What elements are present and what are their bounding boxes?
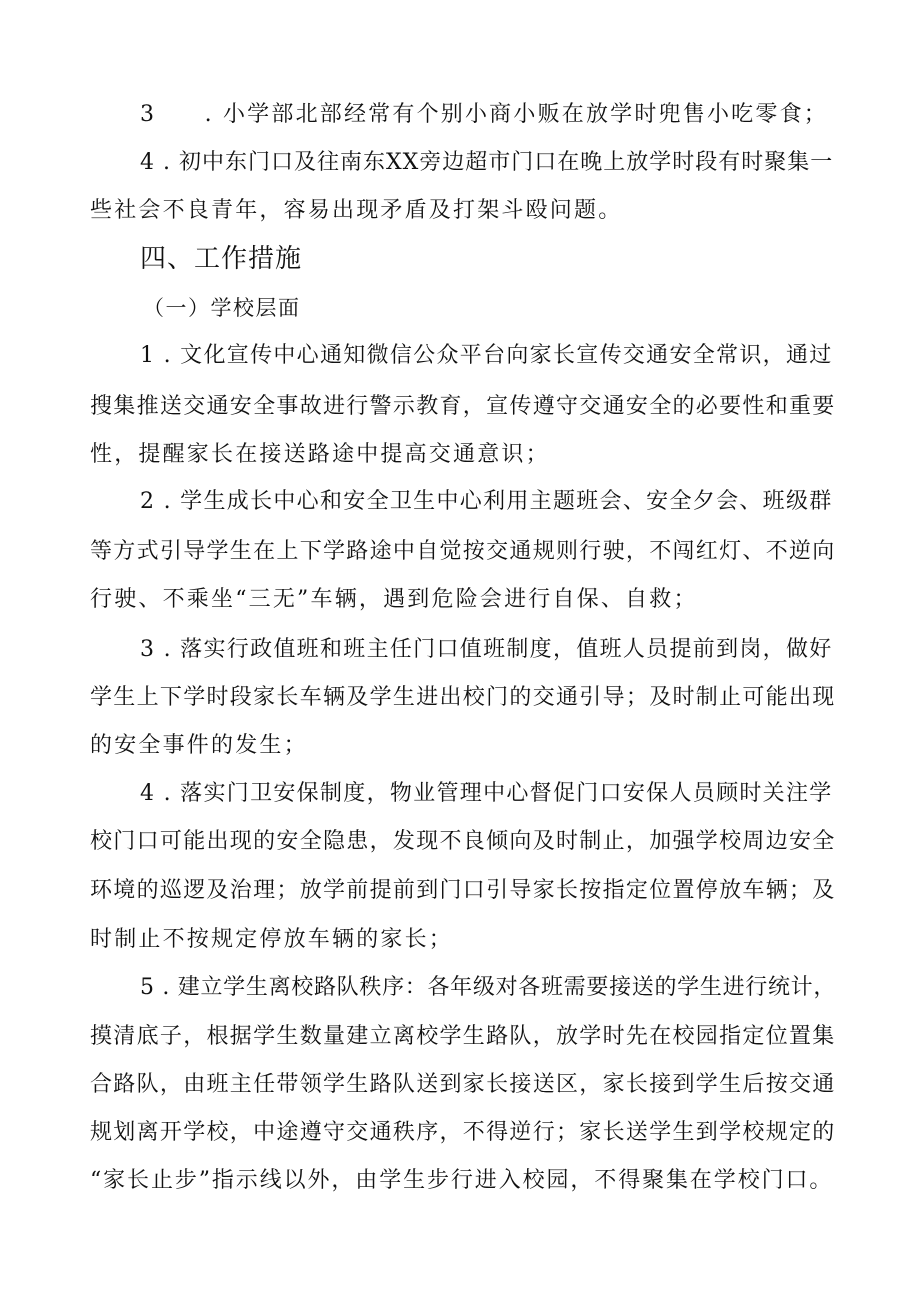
- paragraph-2-line-2: 等方式引导学生在上下学路途中自觉按交通规则行驶，不闯红灯、不逆向: [90, 539, 836, 564]
- paragraph-2-line-1: 2 . 学生成长中心和安全卫生中心利用主题班会、安全夕会、班级群: [140, 489, 833, 514]
- paragraph-4-line-3: 环境的巡逻及治理；放学前提前到门口引导家长按指定位置停放车辆；及: [90, 878, 836, 903]
- paragraph-5-line-1: 5 . 建立学生离校路队秩序：各年级对各班需要接送的学生进行统计，: [140, 975, 837, 1000]
- list-item-4-line-1: 4 . 初中东门口及往南东XX旁边超市门口在晚上放学时段有时聚集一: [140, 150, 834, 175]
- paragraph-1-line-3: 性，提醒家长在接送路途中提高交通意识；: [90, 442, 550, 467]
- paragraph-4-line-2: 校门口可能出现的安全隐患，发现不良倾向及时制止，加强学校周边安全: [90, 829, 836, 854]
- subsection-heading: （一）学校层面: [143, 296, 301, 320]
- paragraph-2-line-3: 行驶、不乘坐“三无”车辆，遇到危险会进行自保、自救；: [90, 587, 698, 612]
- list-item-4-line-2: 些社会不良青年，容易出现矛盾及打架斗殴问题。: [90, 198, 623, 223]
- paragraph-5-line-4: 规划离开学校，中途遵守交通秩序，不得逆行；家长送学生到学校规定的: [90, 1120, 836, 1145]
- paragraph-3-line-3: 的安全事件的发生；: [90, 733, 308, 758]
- paragraph-5-line-3: 合路队，由班主任带领学生路队送到家长接送区，家长接到学生后按交通: [90, 1072, 836, 1097]
- paragraph-4-line-1: 4 . 落实门卫安保制度，物业管理中心督促门口安保人员顾时关注学: [140, 781, 833, 806]
- list-item-3-line-1: 3 . 小学部北部经常有个别小商小贩在放学时兜售小吃零食；: [140, 102, 828, 127]
- paragraph-1-line-2: 搜集推送交通安全事故进行警示教育，宣传遵守交通安全的必要性和重要: [90, 394, 836, 419]
- section-heading: 四、工作措施: [140, 244, 303, 274]
- paragraph-4-line-4: 时制止不按规定停放车辆的家长；: [90, 927, 454, 952]
- paragraph-5-line-5: “家长止步”指示线以外，由学生步行进入校园，不得聚集在学校门口。: [90, 1168, 834, 1193]
- paragraph-3-line-1: 3 . 落实行政值班和班主任门口值班制度，值班人员提前到岗，做好: [140, 637, 833, 662]
- paragraph-3-line-2: 学生上下学时段家长车辆及学生进出校门的交通引导；及时制止可能出现: [90, 685, 836, 710]
- paragraph-1-line-1: 1 . 文化宣传中心通知微信公众平台向家长宣传交通安全常识，通过: [140, 343, 833, 368]
- paragraph-5-line-2: 摸清底子，根据学生数量建立离校学生路队，放学时先在校园指定位置集: [90, 1024, 836, 1049]
